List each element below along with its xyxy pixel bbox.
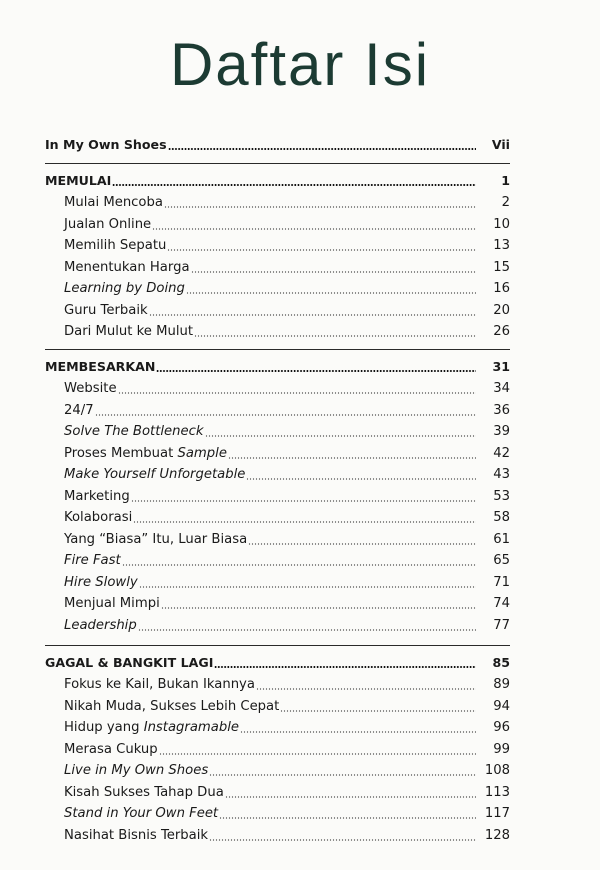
entry-title-text: Kolaborasi: [64, 510, 133, 525]
toc-entry[interactable]: [64, 259, 510, 277]
page-number: 65: [493, 553, 510, 568]
entry-title-text: GAGAL & BANGKIT LAGI: [45, 655, 214, 670]
entry-title-text: Yang “Biasa” Itu, Luar Biasa: [64, 531, 248, 547]
toc-section-entry[interactable]: [45, 654, 510, 672]
entry-title-text: In My Own Shoes: [45, 137, 167, 152]
entry-title: [64, 719, 239, 737]
entry-title-text: MEMULAI: [45, 173, 112, 188]
page-number: 53: [493, 488, 510, 504]
section-divider: [45, 349, 510, 350]
dot-leader: [161, 607, 476, 609]
toc-entry[interactable]: [64, 466, 510, 484]
dot-leader: [186, 292, 476, 294]
entry-title-text: Fokus ke Kail, Bukan Ikannya: [64, 677, 255, 692]
dot-leader: [164, 206, 476, 208]
entry-title: [64, 488, 130, 506]
page-number: 61: [493, 531, 510, 547]
entry-title: [64, 574, 138, 592]
toc-entry[interactable]: [64, 402, 510, 420]
entry-title: [64, 445, 227, 463]
entry-title-text: Fire Fast: [64, 553, 121, 568]
section-divider: [45, 163, 510, 164]
toc-entry[interactable]: [64, 827, 510, 845]
toc-entry[interactable]: [64, 762, 510, 780]
toc-entry[interactable]: [64, 531, 510, 549]
entry-title: [64, 323, 193, 341]
toc-entry[interactable]: [64, 741, 510, 759]
entry-title-text: Nasihat Bisnis Terbaik: [64, 827, 209, 843]
dot-leader: [248, 543, 476, 545]
entry-title: [64, 194, 163, 212]
section-divider: [45, 645, 510, 646]
entry-title: [64, 259, 190, 277]
page-number: 13: [493, 238, 510, 253]
toc-entry[interactable]: [64, 719, 510, 737]
dot-leader: [194, 335, 476, 337]
dot-leader: [131, 500, 476, 502]
entry-title: [64, 762, 208, 780]
dot-leader: [225, 796, 476, 798]
entry-title: [64, 531, 247, 549]
entry-title-text: Stand in Your Own Feet: [64, 806, 219, 821]
page-number: 77: [493, 617, 510, 633]
page-number: 58: [493, 510, 510, 525]
toc-section-entry[interactable]: [45, 136, 510, 154]
entry-title-text: Website: [64, 381, 117, 396]
page-number: Vii: [491, 137, 510, 152]
dot-leader: [228, 457, 476, 459]
toc-entry[interactable]: [64, 488, 510, 506]
entry-title: [64, 216, 151, 234]
page-number: 34: [493, 381, 510, 396]
entry-title-text: Marketing: [64, 488, 130, 504]
page-number: 16: [493, 281, 510, 296]
dot-leader: [159, 753, 476, 755]
page-number: 15: [493, 259, 510, 275]
section-title: [45, 654, 213, 672]
toc-entry[interactable]: [64, 445, 510, 463]
entry-title: [64, 595, 160, 613]
toc-entry[interactable]: [64, 698, 510, 716]
entry-title-text: MEMBESARKAN: [45, 359, 156, 374]
page-number: 128: [484, 827, 510, 843]
dot-leader: [152, 228, 476, 230]
toc-entry[interactable]: [64, 302, 510, 320]
dot-leader: [209, 774, 476, 776]
dot-leader: [168, 148, 476, 150]
entry-title: [64, 380, 117, 398]
toc-entry[interactable]: [64, 280, 510, 298]
dot-leader: [205, 435, 476, 437]
entry-title: [64, 237, 166, 255]
toc-entry[interactable]: [64, 574, 510, 592]
entry-title-text: 24/7: [64, 402, 94, 418]
entry-title-text: Memilih Sepatu: [64, 238, 167, 253]
dot-leader: [149, 314, 476, 316]
dot-leader: [138, 629, 476, 631]
page-number: 74: [493, 596, 510, 611]
section-title: [45, 172, 111, 190]
page-number: 43: [493, 467, 510, 482]
toc-entry[interactable]: [64, 380, 510, 398]
entry-title: [64, 741, 158, 759]
toc-entry[interactable]: [64, 784, 510, 802]
page-number: 10: [493, 216, 510, 232]
entry-title-text: Dari Mulut ke Mulut: [64, 324, 194, 339]
page-number: 85: [492, 655, 510, 670]
dot-leader: [191, 271, 476, 273]
entry-title-text: Hidup yang: [64, 720, 144, 735]
toc-entry[interactable]: [64, 509, 510, 527]
toc-entry[interactable]: [64, 323, 510, 341]
page-number: 94: [493, 698, 510, 714]
toc-entry[interactable]: [64, 676, 510, 694]
entry-title: [64, 552, 121, 570]
entry-title-italic-text: Sample: [177, 445, 227, 461]
page-number: 20: [493, 302, 510, 318]
page-number: 39: [493, 424, 510, 439]
page-number: 26: [493, 324, 510, 339]
dot-leader: [240, 731, 476, 733]
dot-leader: [256, 688, 476, 690]
dot-leader: [112, 184, 476, 186]
page-number: 31: [492, 359, 510, 374]
entry-title-text: Menjual Mimpi: [64, 596, 160, 611]
dot-leader: [156, 370, 476, 372]
dot-leader: [219, 817, 476, 819]
toc-entry[interactable]: [64, 552, 510, 570]
page-number: 113: [484, 784, 510, 800]
entry-title: [64, 423, 204, 441]
toc-entry[interactable]: [64, 617, 510, 635]
entry-title: [64, 784, 224, 802]
dot-leader: [122, 564, 476, 566]
dot-leader: [139, 586, 476, 588]
entry-title-text: Jualan Online: [64, 216, 152, 232]
page-number: 99: [493, 741, 510, 757]
entry-title: [64, 827, 208, 845]
page-number: 108: [484, 763, 510, 778]
entry-title: [64, 676, 255, 694]
entry-title: [64, 280, 185, 298]
dot-leader: [167, 249, 476, 251]
page-number: 117: [484, 806, 510, 821]
toc-entry[interactable]: [64, 805, 510, 823]
entry-title-text: Nikah Muda, Sukses Lebih Cepat: [64, 698, 280, 714]
entry-title: [64, 402, 94, 420]
dot-leader: [209, 839, 476, 841]
entry-title-text: Solve The Bottleneck: [64, 424, 204, 439]
toc-entry[interactable]: [64, 423, 510, 441]
toc-section-entry[interactable]: [45, 172, 510, 190]
entry-title: [64, 302, 148, 320]
dot-leader: [280, 710, 476, 712]
entry-title-text: Proses Membuat: [64, 445, 178, 461]
entry-title-italic-text: Instagramable: [143, 720, 240, 735]
toc-section-entry[interactable]: [45, 358, 510, 376]
entry-title-text: Hire Slowly: [64, 574, 138, 590]
page-title: Daftar Isi: [169, 31, 431, 98]
toc-entry[interactable]: [64, 237, 510, 255]
page-number: 89: [493, 677, 510, 692]
entry-title: [64, 698, 279, 716]
toc-entry[interactable]: [64, 194, 510, 212]
dot-leader: [118, 392, 476, 394]
entry-title-text: Guru Terbaik: [64, 302, 148, 318]
section-title: [45, 358, 155, 376]
entry-title-text: Leadership: [64, 617, 137, 633]
dot-leader: [246, 478, 476, 480]
page-number: 96: [493, 720, 510, 735]
entry-title: [64, 509, 132, 527]
page-number: 42: [493, 445, 510, 461]
entry-title: [64, 805, 218, 823]
page-number: 71: [493, 574, 510, 590]
page-number: 36: [493, 402, 510, 418]
section-title: [45, 136, 167, 154]
toc-entry[interactable]: [64, 216, 510, 234]
page-number: 1: [501, 173, 510, 188]
dot-leader: [95, 414, 476, 416]
entry-title-text: Live in My Own Shoes: [64, 763, 209, 778]
entry-title: [64, 466, 245, 484]
dot-leader: [214, 666, 476, 668]
entry-title-text: Make Yourself Unforgetable: [64, 467, 246, 482]
entry-title-text: Merasa Cukup: [64, 741, 158, 757]
toc-entry[interactable]: [64, 595, 510, 613]
page-number: 2: [501, 195, 510, 210]
dot-leader: [133, 521, 476, 523]
entry-title-text: Mulai Mencoba: [64, 195, 163, 210]
entry-title-text: Learning by Doing: [64, 281, 185, 296]
entry-title-text: Kisah Sukses Tahap Dua: [64, 784, 224, 800]
entry-title: [64, 617, 137, 635]
entry-title-text: Menentukan Harga: [64, 259, 190, 275]
